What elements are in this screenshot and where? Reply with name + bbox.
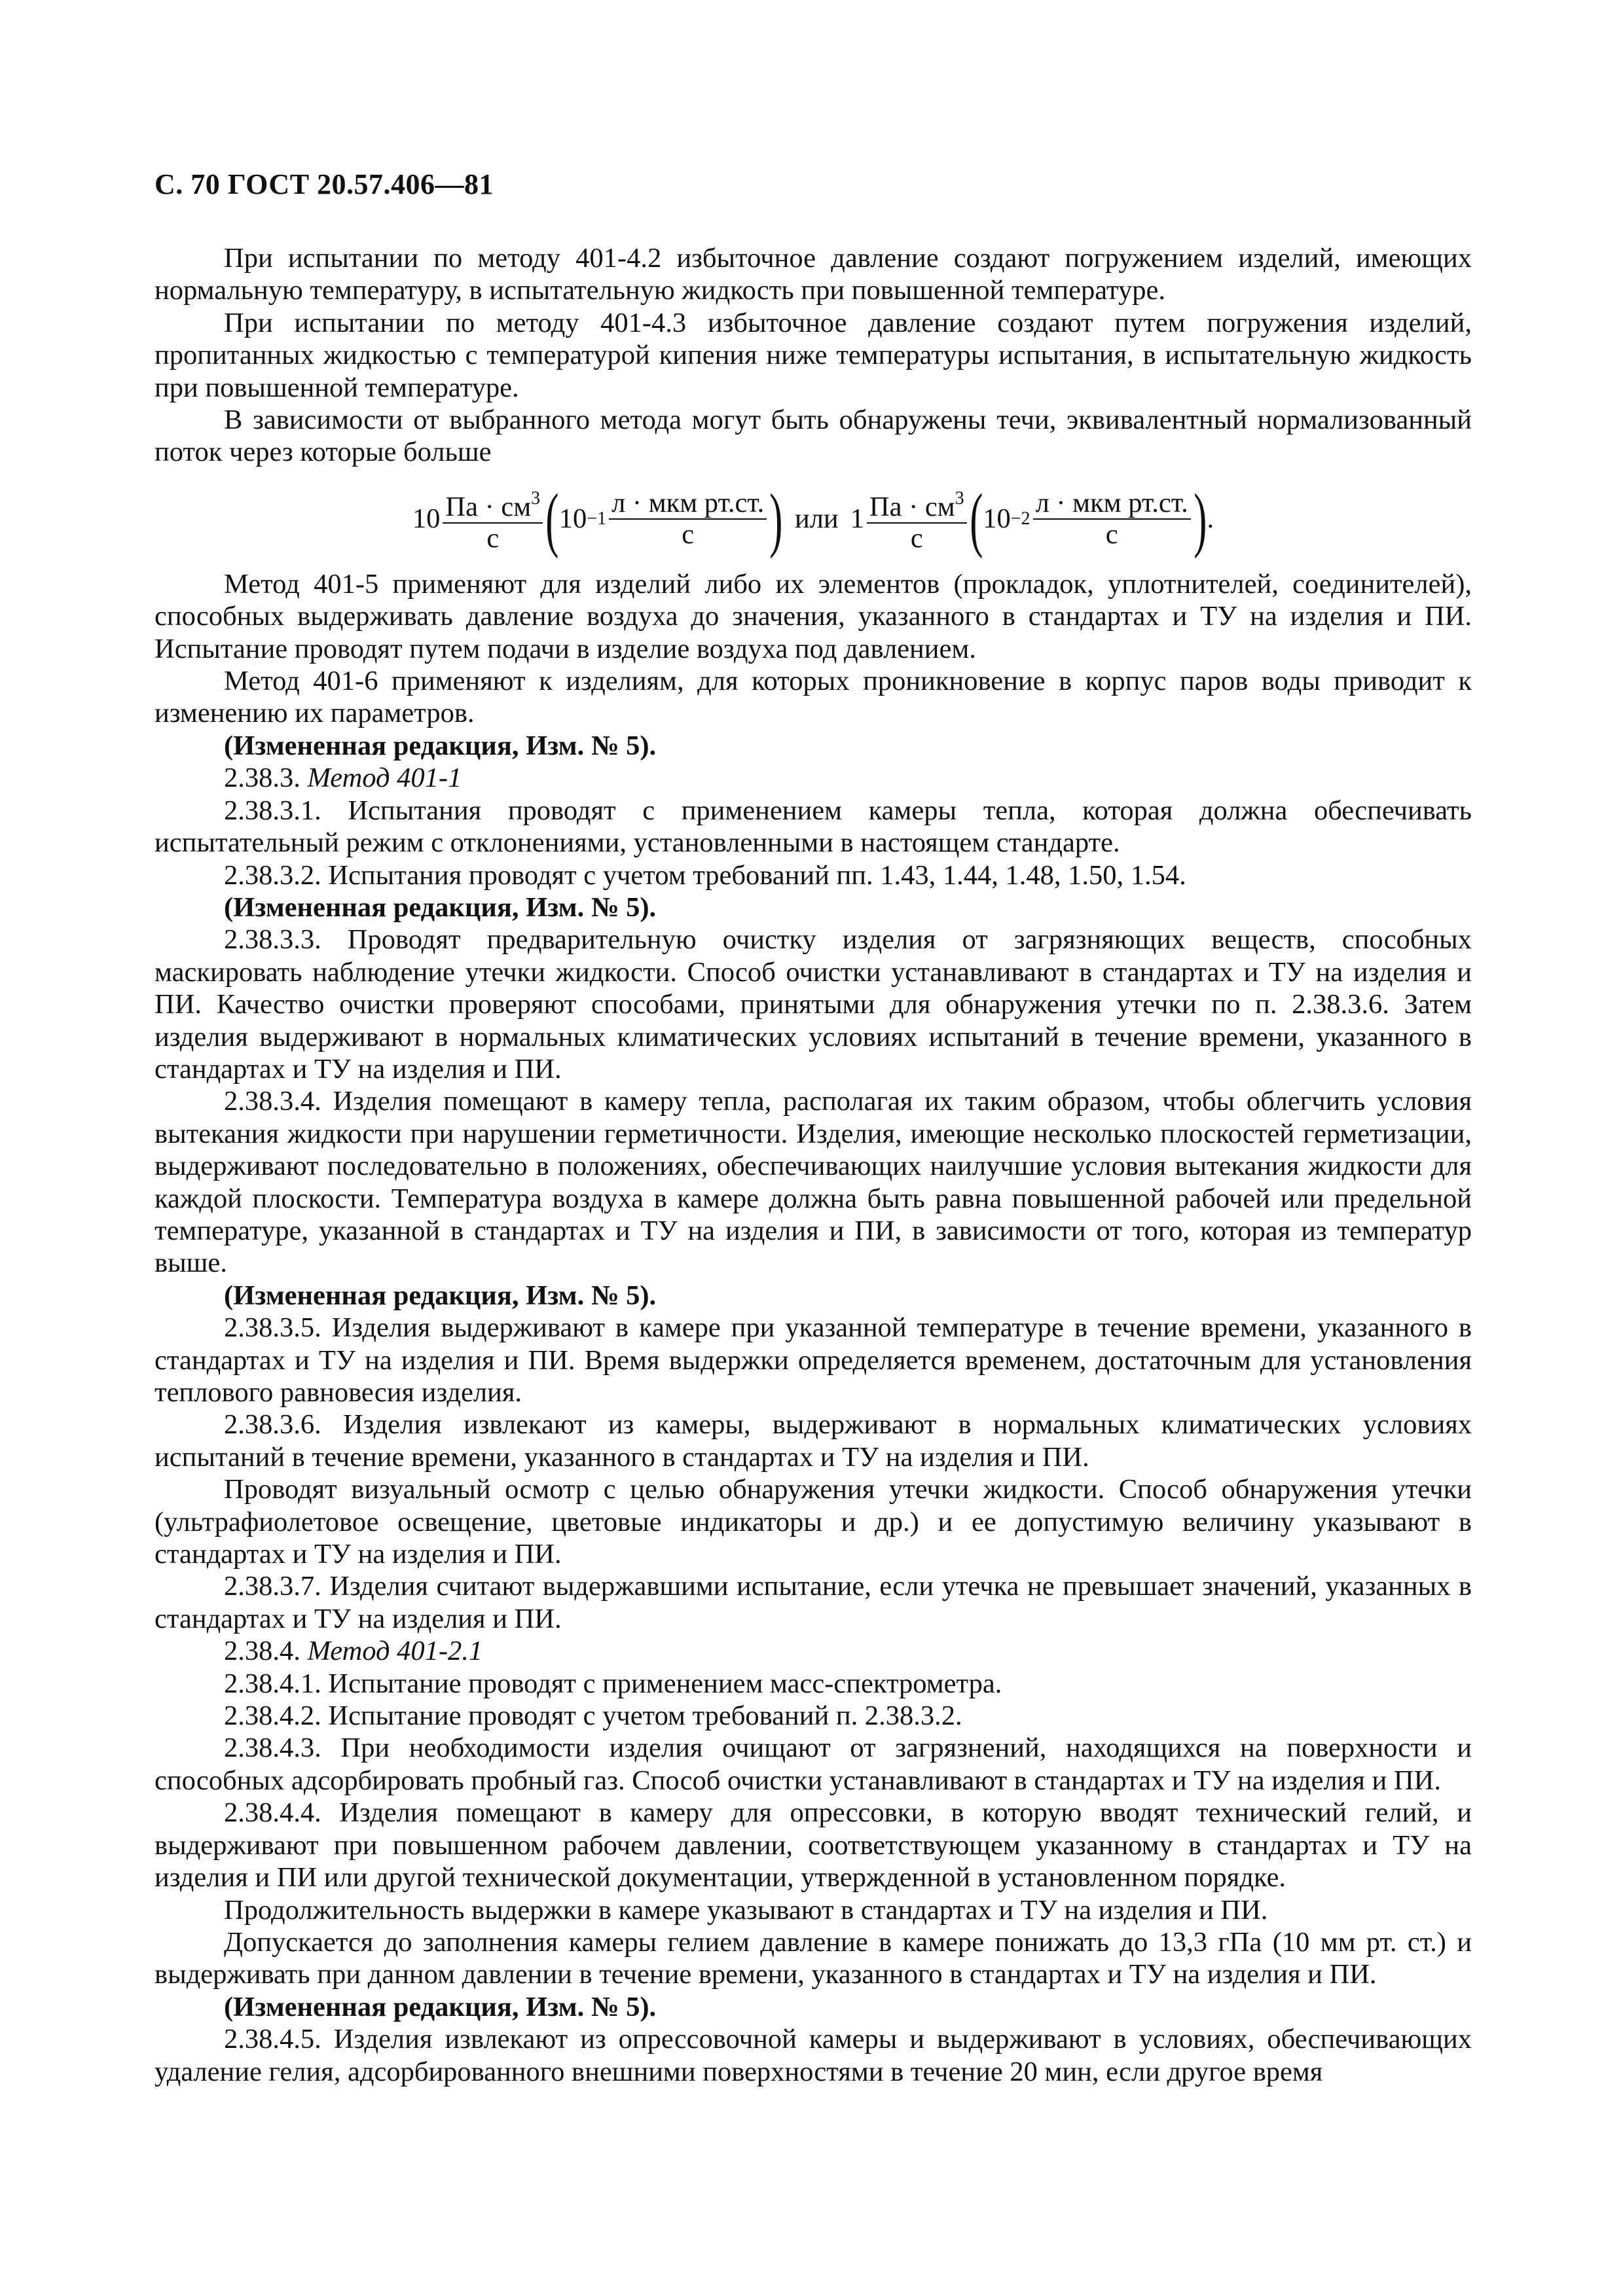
formula-fraction: [1033, 488, 1191, 550]
section-title: Метод 401-1: [307, 762, 462, 794]
formula-coef: 1: [850, 503, 864, 535]
amendment-note: (Измененная редакция, Изм. № 5).: [224, 891, 657, 923]
formula-numerator: Па · см: [445, 492, 532, 523]
paragraph: 2.38.4.4. Изделия помещают в камеру для опрессовки, в которую вводят технический гелий, и выдерживают при повышенном рабочем давлении, соответствующем указанному в стандартах и ТУ на изделия и ПИ или другой технической документации, утвержденной в установленном порядке.: [155, 1797, 1472, 1893]
formula-numerator: л · мкм рт.ст.: [1033, 488, 1191, 520]
formula-fraction: [867, 484, 967, 554]
formula-paren-close: ): [769, 478, 783, 559]
formula-coef: 10: [412, 503, 441, 535]
formula-numerator: Па · см: [869, 492, 955, 523]
formula-paren-open: (: [545, 478, 559, 559]
amendment-note: (Измененная редакция, Изм. № 5).: [224, 1991, 657, 2022]
amendment-note: (Измененная редакция, Изм. № 5).: [224, 730, 657, 761]
formula-denominator: с: [1105, 518, 1118, 550]
section-number: 2.38.4.: [224, 1636, 301, 1667]
page-header: С. 70 ГОСТ 20.57.406—81: [155, 168, 494, 200]
paragraph: 2.38.4.5. Изделия извлекают из опрессовочной камеры и выдерживают в условиях, обеспечивающих удаление гелия, адсорбированного внешними поверхностями в течение 20 мин, если другое время: [155, 2024, 1472, 2087]
formula-power-exponent: −2: [1010, 509, 1030, 529]
paragraph: 2.38.3.4. Изделия помещают в камеру тепла, располагая их таким образом, чтобы облегчить условия вытекания жидкости при нарушении герметичности. Изделия, имеющие несколько плоскостей герметизации, выдерживают последовательно в положениях, обеспечивающих наилучшие условия вытекания жидкости для каждой плоскости. Температура воздуха в камере должна быть равна повышенной рабочей или предельной температуре, указанной в стандартах и ТУ на изделия и ПИ, в зависимости от того, которая из температур выше.: [155, 1086, 1472, 1279]
formula-numerator: л · мкм рт.ст.: [609, 488, 767, 520]
paragraph: 2.38.3.2. Испытания проводят с учетом требований пп. 1.43, 1.44, 1.48, 1.50, 1.54.: [224, 859, 1186, 891]
paragraph: В зависимости от выбранного метода могут быть обнаружены течи, эквивалентный нормализованный поток через которые больше: [155, 404, 1472, 468]
section-heading: [155, 762, 1472, 794]
paragraph: Метод 401-5 применяют для изделий либо их элементов (прокладок, уплотнителей, соединителей), способных выдерживать давление воздуха до значения, указанного в стандартах и ТУ на изделия и ПИ. Испытание проводят путем подачи в изделие воздуха под давлением.: [155, 568, 1472, 664]
paragraph: Продолжительность выдержки в камере указывают в стандартах и ТУ на изделия и ПИ.: [224, 1894, 1268, 1926]
formula-power: 10: [558, 503, 587, 535]
leak-rate-formula: [155, 476, 1472, 562]
formula-power: 10: [983, 503, 1011, 535]
formula-exponent: 3: [955, 488, 964, 509]
formula-denominator: с: [682, 518, 695, 550]
paragraph: Допускается до заполнения камеры гелием давление в камере понижать до 13,3 гПа (10 мм рт. ст.) и выдерживать при данном давлении в течение времени, указанного в стандартах и ТУ на изделия и ПИ.: [155, 1926, 1472, 1990]
paragraph: 2.38.4.3. При необходимости изделия очищают от загрязнений, находящихся на поверхности и способных адсорбировать пробный газ. Способ очистки устанавливают в стандартах и ТУ на изделия и ПИ.: [155, 1732, 1472, 1796]
paragraph: Проводят визуальный осмотр с целью обнаружения утечки жидкости. Способ обнаружения утечки (ультрафиолетовое освещение, цветовые индикаторы и др.) и ее допустимую величину указывают в стандартах и ТУ на изделия и ПИ.: [155, 1474, 1472, 1570]
paragraph: Метод 401-6 применяют к изделиям, для которых проникновение в корпус паров воды приводит к изменению их параметров.: [155, 666, 1472, 729]
formula-paren-close: ): [1194, 478, 1207, 559]
section-title: Метод 401-2.1: [307, 1636, 483, 1667]
paragraph: 2.38.3.1. Испытания проводят с применением камеры тепла, которая должна обеспечивать испытательный режим с отклонениями, установленными в настоящем стандарте.: [155, 795, 1472, 859]
paragraph: При испытании по методу 401-4.3 избыточное давление создают путем погружения изделий, пропитанных жидкостью с температурой кипения ниже температуры испытания, в испытательную жидкость при повышенной температуре.: [155, 307, 1472, 403]
section-number: 2.38.3.: [224, 762, 301, 794]
formula-denominator: с: [910, 523, 923, 554]
formula-dot: .: [1207, 503, 1214, 535]
paragraph: При испытании по методу 401-4.2 избыточное давление создают погружением изделий, имеющих нормальную температуру, в испытательную жидкость при повышенной температуре.: [155, 243, 1472, 306]
paragraph: 2.38.3.6. Изделия извлекают из камеры, выдерживают в нормальных климатических условиях испытаний в течение времени, указанного в стандартах и ТУ на изделия и ПИ.: [155, 1409, 1472, 1473]
section-heading: [155, 1635, 1472, 1667]
paragraph: 2.38.3.7. Изделия считают выдержавшими испытание, если утечка не превышает значений, указанных в стандартах и ТУ на изделия и ПИ.: [155, 1571, 1472, 1634]
formula-power-exponent: −1: [587, 509, 607, 529]
amendment-note: (Измененная редакция, Изм. № 5).: [224, 1280, 657, 1311]
paragraph: 2.38.4.2. Испытание проводят с учетом требований п. 2.38.3.2.: [224, 1700, 962, 1732]
paragraph: 2.38.3.5. Изделия выдерживают в камере при указанной температуре в течение времени, указанного в стандартах и ТУ на изделия и ПИ. Время выдержки определяется временем, достаточным для установления теплового равновесия изделия.: [155, 1312, 1472, 1408]
formula-exponent: 3: [531, 488, 541, 509]
formula-or: или: [794, 503, 839, 535]
formula-denominator: с: [486, 523, 500, 554]
document-body: [155, 242, 1472, 2088]
paragraph: 2.38.3.3. Проводят предварительную очистку изделия от загрязняющих веществ, способных маскировать наблюдение утечки жидкости. Способ очистки устанавливают в стандартах и ТУ на изделия и ПИ. Качество очистки проверяют способами, принятыми для обнаружения утечки по п. 2.38.3.6. Затем изделия выдерживают в нормальных климатических условиях испытаний в течение времени, указанного в стандартах и ТУ на изделия и ПИ.: [155, 924, 1472, 1085]
formula-paren-open: (: [969, 478, 983, 559]
formula-fraction: [609, 488, 767, 550]
paragraph: 2.38.4.1. Испытание проводят с применением масс-спектрометра.: [224, 1668, 1002, 1699]
formula-fraction: [443, 484, 543, 554]
